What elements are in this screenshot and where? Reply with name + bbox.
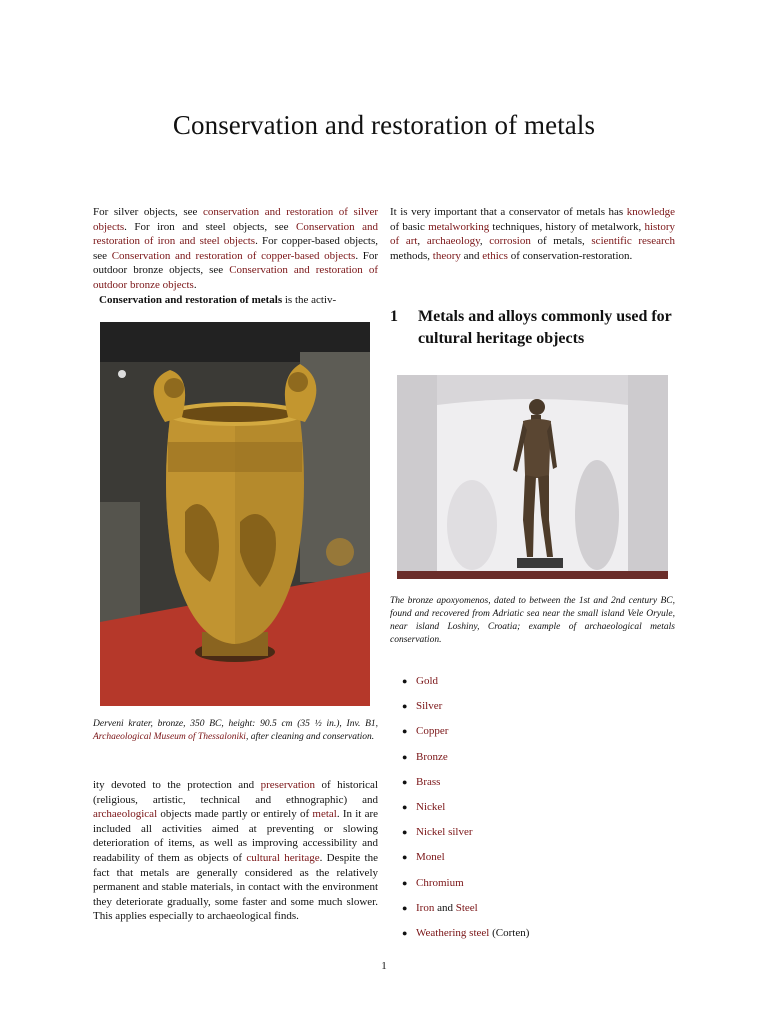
right-text: techniques, history of metalwork, [489, 220, 645, 233]
hatnote-text: . For outdoor bronze objects, see [93, 249, 378, 277]
krater-caption-text [93, 718, 378, 744]
hatnote-text: . For copper-based objects, see [93, 235, 379, 262]
link-knowledge[interactable]: knowledge [626, 206, 675, 218]
bullet-icon: ● [402, 877, 408, 888]
hatnote-text: . [193, 278, 197, 291]
body-paragraph-block [93, 778, 378, 924]
body-paragraph [93, 778, 378, 924]
bullet-icon: ● [402, 827, 408, 838]
caption-text: Derveni krater, bronze, 350 BC, height: 90.5 cm (35 ½ in.), Inv. B1, [93, 719, 378, 729]
apoxyomenos-caption [390, 595, 675, 647]
hatnote-paragraph [93, 205, 378, 293]
list-item [398, 874, 529, 899]
hatnote-text: For silver objects, see [93, 206, 203, 218]
list-item [398, 722, 529, 747]
link-gold[interactable]: Gold [416, 675, 438, 687]
body-text: objects made partly or entirely of [157, 808, 313, 821]
derveni-krater-image [100, 322, 370, 706]
list-item [398, 773, 529, 798]
link-preservation[interactable]: preservation [260, 779, 315, 791]
body-text: of historical (religious, artistic, technical and ethnographic) and [93, 779, 378, 806]
list-item [398, 672, 529, 697]
hatnote-text: . For iron and steel objects, see [124, 220, 297, 233]
link-weathering-steel[interactable]: Weathering steel [416, 926, 490, 939]
list-text: (Corten) [489, 926, 530, 939]
link-steel[interactable]: Steel [455, 901, 478, 914]
bullet-icon: ● [402, 852, 408, 863]
link-brass[interactable]: Brass [416, 775, 441, 788]
list-item [398, 848, 529, 873]
link-scientific-research[interactable]: scientific research [591, 235, 676, 248]
link-archaeological-museum[interactable]: Archaeological Museum of Thessaloniki [93, 732, 246, 742]
list-text: and [434, 901, 456, 914]
link-outdoor-bronze-objects[interactable]: Conservation and restoration of outdoor bronze objects [93, 264, 378, 291]
list-item [398, 823, 529, 848]
page-number: 1 [381, 960, 387, 972]
section-heading [390, 306, 680, 350]
right-text: of conservation-restoration. [507, 249, 633, 262]
hatnote [93, 205, 378, 307]
link-metalworking[interactable]: metalworking [428, 220, 490, 233]
page-title: Conservation and restoration of metals [172, 110, 596, 140]
link-silver[interactable]: Silver [416, 700, 443, 713]
bullet-icon: ● [402, 676, 408, 686]
link-metal[interactable]: metal [312, 808, 337, 821]
right-text: and [460, 249, 483, 262]
bullet-icon: ● [402, 927, 408, 938]
right-text: of basic [390, 220, 429, 233]
link-monel[interactable]: Monel [416, 851, 445, 864]
link-iron-steel-objects[interactable]: Conservation and restoration of iron and steel objects [93, 220, 378, 248]
caption-text: , after cleaning and conservation. [245, 732, 375, 742]
link-ethics[interactable]: ethics [482, 249, 508, 262]
right-text: methods, [390, 249, 433, 262]
section-title: Metals and alloys commonly used for cultural heritage objects [418, 308, 672, 347]
list-item [398, 748, 529, 773]
body-text: . Despite the fact that metals are generally considered as the relatively permanent and stable materials, in contact with the environment they deteriorate gradually, some faster and some much slower. This applies especially to archaeological finds. [93, 851, 378, 923]
list-item [398, 924, 529, 949]
right-text: It is very important that a conservator of metals has [390, 206, 627, 218]
link-history-of-art[interactable]: history of art [390, 220, 675, 248]
link-archaeological[interactable]: archaeological [93, 808, 158, 821]
link-cultural-heritage[interactable]: cultural heritage [246, 851, 320, 864]
apoxyomenos-image [397, 375, 668, 579]
lead-bold-term: Conservation and restoration of metals [99, 293, 283, 306]
lead-text: is the activ- [282, 293, 337, 306]
right-text: , [417, 235, 427, 248]
link-chromium[interactable]: Chromium [416, 876, 464, 889]
link-silver-objects[interactable]: conservation and restoration of silver objects [93, 206, 378, 233]
bullet-icon: ● [402, 751, 408, 762]
link-copper[interactable]: Copper [416, 725, 449, 738]
metals-list [398, 672, 529, 949]
bullet-icon: ● [402, 902, 408, 913]
section-number: 1 [390, 308, 398, 325]
bullet-icon: ● [402, 801, 408, 812]
link-bronze[interactable]: Bronze [416, 750, 448, 763]
link-copper-objects[interactable]: Conservation and restoration of copper-based objects [111, 249, 356, 262]
right-paragraph [390, 205, 675, 263]
link-archaeology[interactable]: archaeology [426, 235, 480, 248]
right-text: of metals, [530, 235, 592, 248]
list-item [398, 899, 529, 924]
link-iron[interactable]: Iron [416, 901, 435, 914]
bullet-icon: ● [402, 776, 408, 787]
bullet-icon: ● [402, 726, 408, 737]
body-text: ity devoted to the protection and [93, 779, 261, 791]
right-text: , [479, 235, 490, 248]
link-nickel[interactable]: Nickel [416, 800, 446, 813]
krater-caption [93, 718, 378, 744]
body-text: . In it are included all activities aimed at preventing or slowing deterioration of items, as well as improving accessibility and readability of them as objects of [93, 808, 379, 864]
link-corrosion[interactable]: corrosion [489, 235, 531, 248]
link-nickel-silver[interactable]: Nickel silver [416, 826, 473, 839]
lead-line [93, 293, 378, 308]
list-item [398, 798, 529, 823]
link-theory[interactable]: theory [432, 249, 461, 262]
list-item [398, 697, 529, 722]
right-intro [390, 205, 675, 263]
bullet-icon: ● [402, 701, 408, 712]
apoxyomenos-caption-text: The bronze apoxyomenos, dated to between the 1st and 2nd century BC, found and recovered from Adriatic sea near the small island Vele Oryule, near island Loshiny, Croatia; example of archaeological metals conservation. [390, 596, 675, 645]
